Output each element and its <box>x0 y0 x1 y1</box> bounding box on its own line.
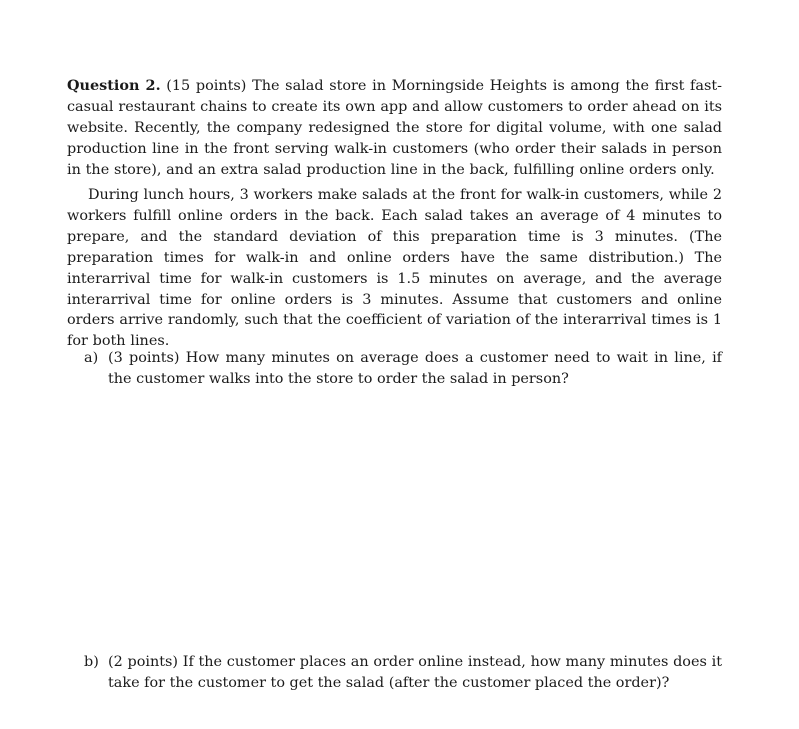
part-b-text: (2 points) If the customer places an order online instead, how many minutes does it take for the customer to get the salad (after the customer placed the order)? <box>108 654 722 691</box>
part-a-text: (3 points) How many minutes on average does a customer need to wait in line, if the customer walks into the store to order the salad in person? <box>108 350 722 387</box>
part-a <box>84 348 722 390</box>
question-label: Question 2. <box>67 77 161 94</box>
question-intro-paragraph <box>67 76 722 181</box>
part-b-label: b) <box>84 654 99 670</box>
question-details-paragraph: During lunch hours, 3 workers make salads at the front for walk-in customers, while 2 workers fulfill online orders in the back. Each salad takes an average of 4 minutes to prepare, and the standard deviation of this preparation time is 3 minutes. (The preparation times for walk-in and online orders have the same distribution.) The interarrival time for walk-in customers is 1.5 minutes on average, and the average interarrival time for online orders is 3 minutes. Assume that customers and online orders arrive randomly, such that the coefficient of variation of the interarrival times is 1 for both lines. <box>67 187 722 350</box>
part-a-label: a) <box>84 350 99 366</box>
question-intro-text: The salad store in Morningside Heights is among the first fast-casual restaurant chains to create its own app and allow customers to order ahead on its website. Recently, the company redesigned the store for digital volume, with one salad production line in the front serving walk-in customers (who order their salads in person in the store), and an extra salad production line in the back, fulfilling online orders only. <box>67 78 722 178</box>
question-points: (15 points) <box>166 78 247 94</box>
part-b <box>84 652 722 694</box>
